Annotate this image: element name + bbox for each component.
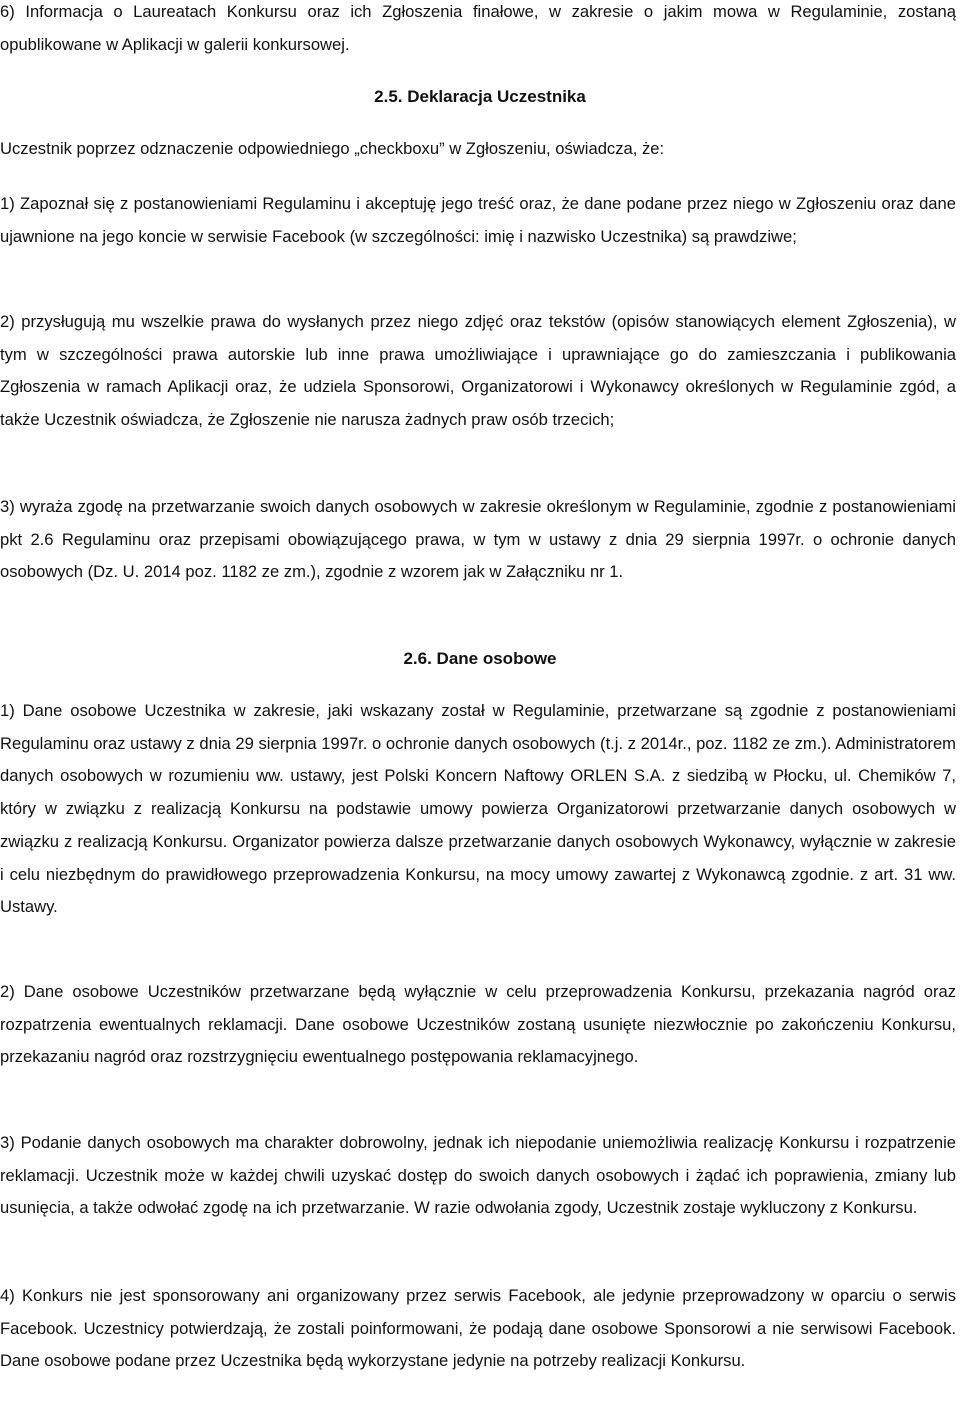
declaration-lead: Uczestnik poprzez odznaczenie odpowiedniego „checkboxu” w Zgłoszeniu, oświadcza, że: <box>0 139 665 158</box>
declaration-item-1: 1) Zapoznał się z postanowieniami Regulaminu i akceptuję jego treść oraz, że dane podane przez niego w Zgłoszeniu oraz dane ujawnione na jego koncie w serwisie Facebook (w szczególności: imię i nazwisko Uczestnika) są prawdziwe; <box>0 194 956 246</box>
personal-data-item-4: 4) Konkurs nie jest sponsorowany ani organizowany przez serwis Facebook, ale jedynie przeprowadzony w oparciu o serwis Facebook. Uczestnicy potwierdzają, że zostali poinformowani, że podają dane osobowe Sponsorowi a nie serwisowi Facebook. Dane osobowe podane przez Uczestnika będą wykorzystane jedynie na potrzeby realizacji Konkursu. <box>0 1286 956 1371</box>
personal-data-item-1: 1) Dane osobowe Uczestnika w zakresie, jaki wskazany został w Regulaminie, przetwarzane są zgodnie z postanowieniami Regulaminu oraz ustawy z dnia 29 sierpnia 1997r. o ochronie danych osobowych (t.j. z 2014r., poz. 1182 ze zm.). Administratorem danych osobowych w rozumieniu ww. ustawy, jest Polski Koncern Naftowy ORLEN S.A. z siedzibą w Płocku, ul. Chemików 7, który w związku z realizacją Konkursu na podstawie umowy powierza Organizatorowi przetwarzanie danych osobowych w związku z realizacją Konkursu. Organizator powierza dalsze przetwarzanie danych osobowych Wykonawcy, wyłącznie w zakresie i celu niezbędnym do prawidłowego przeprowadzenia Konkursu, na mocy umowy zawartej z Wykonawcą zgodnie. z art. 31 ww. Ustawy. <box>0 701 956 917</box>
section-heading-personal-data: 2.6. Dane osobowe <box>403 649 557 668</box>
personal-data-item-2: 2) Dane osobowe Uczestników przetwarzane będą wyłącznie w celu przeprowadzenia Konkursu, przekazania nagród oraz rozpatrzenia ewentualnych reklamacji. Dane osobowe Uczestników zostaną usunięte niezwłocznie po zakończeniu Konkursu, przekazaniu nagród oraz rozstrzygnięciu ewentualnego postępowania reklamacyjnego. <box>0 982 956 1067</box>
declaration-item-3: 3) wyraża zgodę na przetwarzanie swoich danych osobowych w zakresie określonym w Regulaminie, zgodnie z postanowieniami pkt 2.6 Regulaminu oraz przepisami obowiązującego prawa, w tym w ustawy z dnia 29 sierpnia 1997r. o ochronie danych osobowych (Dz. U. 2014 poz. 1182 ze zm.), zgodnie z wzorem jak w Załączniku nr 1. <box>0 497 956 582</box>
personal-data-item-3: 3) Podanie danych osobowych ma charakter dobrowolny, jednak ich niepodanie uniemożliwia realizację Konkursu i rozpatrzenie reklamacji. Uczestnik może w każdej chwili uzyskać dostęp do swoich danych osobowych i żądać ich poprawienia, zmiany lub usunięcia, a także odwołać zgodę na ich przetwarzanie. W razie odwołania zgody, Uczestnik zostaje wykluczony z Konkursu. <box>0 1133 956 1218</box>
section-heading-declaration: 2.5. Deklaracja Uczestnika <box>374 87 586 106</box>
intro-paragraph: 6) Informacja o Laureatach Konkursu oraz ich Zgłoszenia finałowe, w zakresie o jakim mowa w Regulaminie, zostaną opublikowane w Aplikacji w galerii konkursowej. <box>0 2 956 54</box>
declaration-item-2: 2) przysługują mu wszelkie prawa do wysłanych przez niego zdjęć oraz tekstów (opisów stanowiących element Zgłoszenia), w tym w szczególności prawa autorskie lub inne prawa umożliwiające i uprawniające go do zamieszczania i publikowania Zgłoszenia w ramach Aplikacji oraz, że udziela Sponsorowi, Organizatorowi i Wykonawcy określonych w Regulaminie zgód, a także Uczestnik oświadcza, że Zgłoszenie nie narusza żadnych praw osób trzecich; <box>0 312 956 430</box>
